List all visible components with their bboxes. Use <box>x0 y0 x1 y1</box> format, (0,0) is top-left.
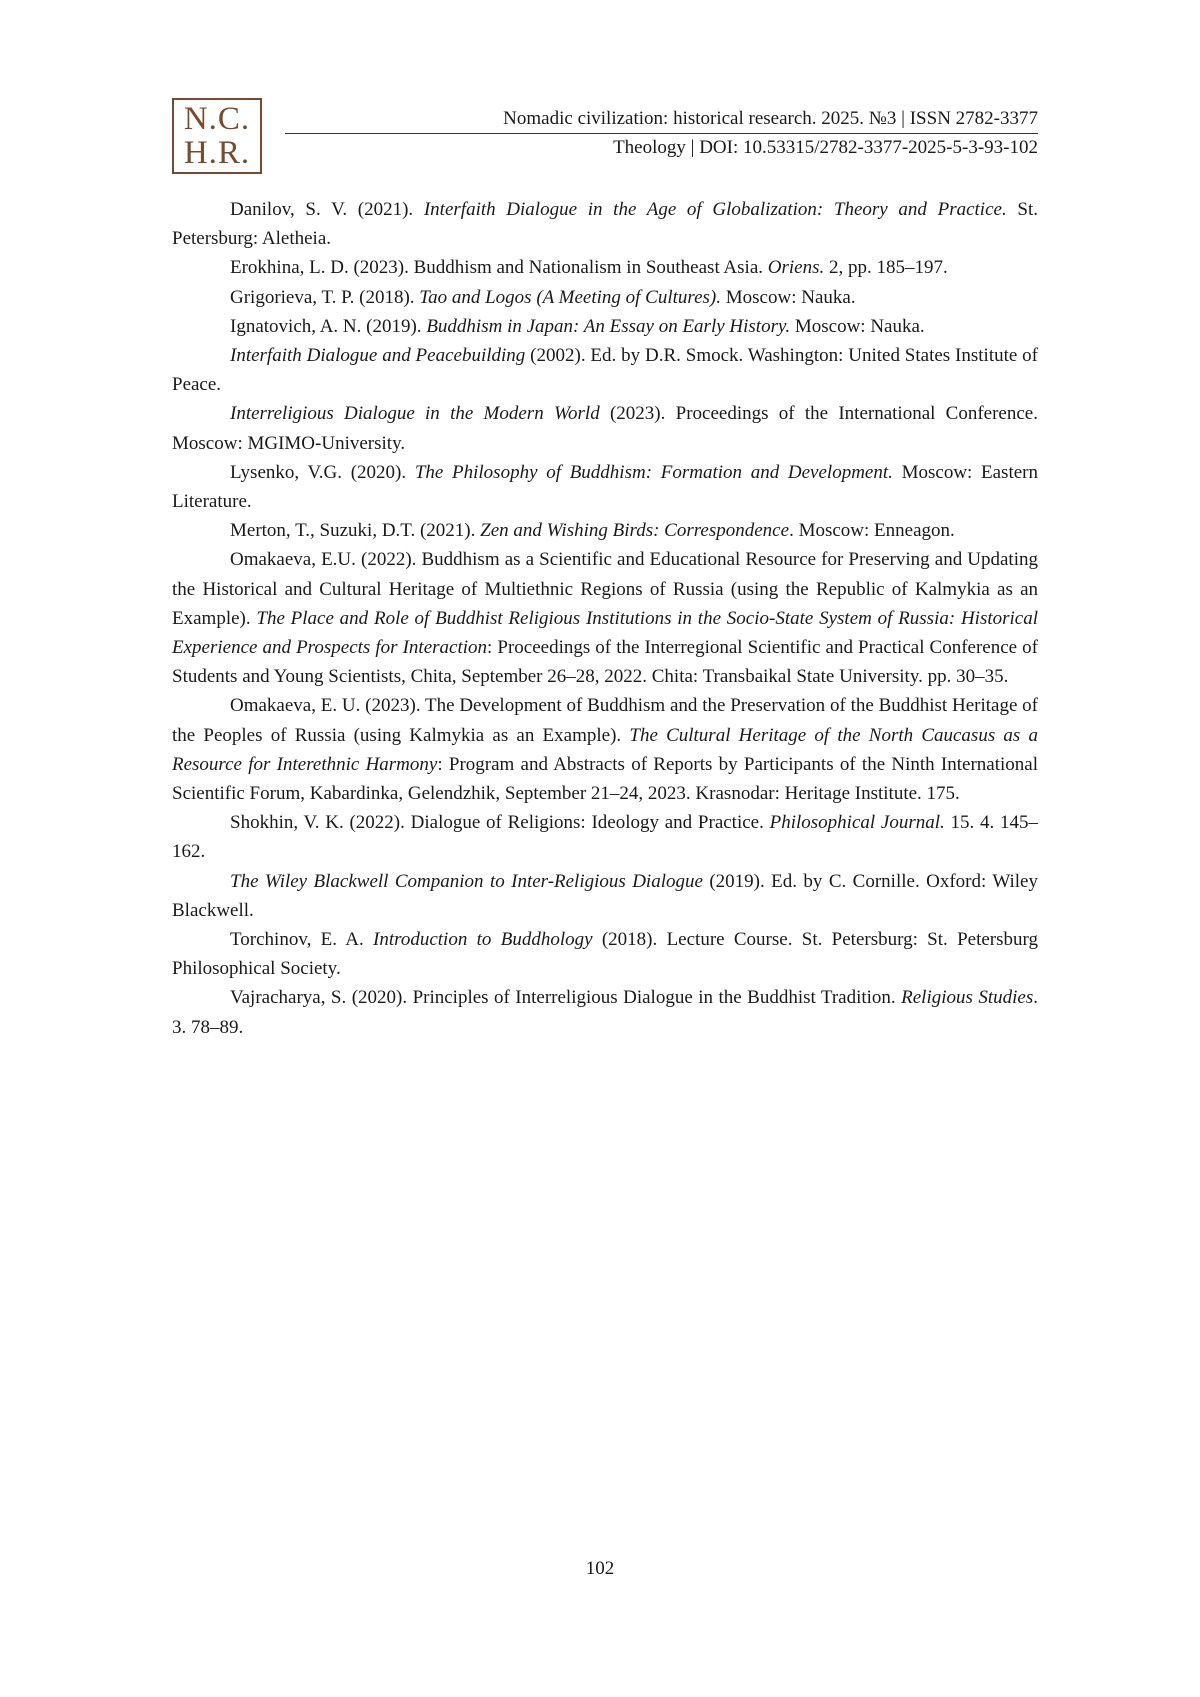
reference-title: Zen and Wishing Birds: Correspondence <box>480 520 790 542</box>
reference-title: Oriens. <box>767 257 825 279</box>
reference-item <box>172 516 1038 545</box>
reference-text: (2018). Lecture Course. St. Petersburg: St. Petersburg Philosophical Society. <box>172 929 1038 980</box>
reference-title: Religious Studies <box>901 987 1034 1009</box>
reference-item <box>172 195 1038 253</box>
reference-title: Interreligious Dialogue in the Modern World <box>230 403 600 425</box>
reference-item <box>172 399 1038 457</box>
reference-title: Interfaith Dialogue in the Age of Globalization: Theory and Practice. <box>423 199 1007 220</box>
reference-item <box>172 253 1038 282</box>
reference-text: 15. 4. 145–162. <box>172 812 1039 863</box>
reference-list <box>172 195 1038 1042</box>
reference-text: : Program and Abstracts of Reports by Participants of the Ninth International Scientific Forum, Kabardinka, Gelendzhik, September 21–24, 2023. Krasnodar: Heritage Institute. 175. <box>172 753 1038 805</box>
reference-title: Buddhism in Japan: An Essay on Early History. <box>426 315 791 337</box>
reference-text: Lysenko, V.G. (2020). <box>230 461 415 483</box>
reference-item <box>172 545 1038 691</box>
reference-item <box>172 808 1038 866</box>
reference-text: Moscow: Nauka. <box>721 286 856 308</box>
reference-title: Philosophical Journal. <box>769 812 945 834</box>
reference-title: Interfaith Dialogue and Peacebuilding <box>230 345 526 367</box>
reference-title: The Place and Role of Buddhist Religious Institutions in the Socio-State System of Russia: Historical Experience and Prospects for Interaction <box>172 607 1038 659</box>
reference-title: Tao and Logos (A Meeting of Cultures). <box>419 286 722 308</box>
running-header <box>285 107 1038 161</box>
reference-item <box>172 312 1038 341</box>
page-number: 102 <box>585 1558 615 1579</box>
reference-text: St. Petersburg: Aletheia. <box>172 199 1038 250</box>
reference-title: Introduction to Buddhology <box>373 929 593 951</box>
reference-title: The Cultural Heritage of the North Caucasus as a Resource for Interethnic Harmony <box>172 724 1039 775</box>
reference-item <box>172 458 1038 516</box>
reference-text: Shokhin, V. K. (2022). Dialogue of Religions: Ideology and Practice. <box>230 812 770 834</box>
logo-line-2: H.R. <box>183 135 251 171</box>
reference-text: . 3. 78–89. <box>172 987 1039 1038</box>
reference-text: Moscow: Nauka. <box>790 315 925 337</box>
reference-item <box>172 867 1038 925</box>
reference-title: The Philosophy of Buddhism: Formation and Development. <box>414 461 893 483</box>
header-doi-line: Theology | DOI: 10.53315/2782-3377-2025-5-3-93-102 <box>613 137 1038 158</box>
reference-item <box>172 341 1038 399</box>
reference-item <box>172 983 1038 1041</box>
reference-text: Omakaeva, E.U. (2022). Buddhism as a Scientific and Educational Resource for Preserving and Updating the Historical and Cultural Heritage of Multiethnic Regions of Russia (using the Republic of Kalmykia as an Example). <box>172 549 1038 629</box>
reference-text: (2002). Ed. by D.R. Smock. Washington: United States Institute of Peace. <box>172 345 1039 396</box>
reference-item <box>172 691 1038 808</box>
reference-text: . Moscow: Enneagon. <box>789 520 955 542</box>
reference-text: : Proceedings of the Interregional Scientific and Practical Conference of Students and Young Scientists, Chita, September 26–28, 2022. Chita: Transbaikal State University. pp. 30–35. <box>172 637 1038 688</box>
reference-text: Moscow: Eastern Literature. <box>172 461 1038 513</box>
logo-line-1: N.C. <box>183 101 251 137</box>
reference-text: Omakaeva, E. U. (2023). The Development of Buddhism and the Preservation of the Buddhist Heritage of the Peoples of Russia (using Kalmykia as an Example). <box>172 695 1038 746</box>
reference-text: (2023). Proceedings of the International Conference. Moscow: MGIMO-University. <box>172 403 1038 454</box>
reference-text: Danilov, S. V. (2021). <box>230 199 424 220</box>
reference-text: Torchinov, E. A. <box>230 929 374 951</box>
journal-logo <box>172 98 262 174</box>
reference-text: Ignatovich, A. N. (2019). <box>230 315 427 337</box>
reference-text: 2, pp. 185–197. <box>824 257 948 279</box>
reference-text: Vajracharya, S. (2020). Principles of Interreligious Dialogue in the Buddhist Tradition. <box>230 987 902 1009</box>
reference-text: Merton, T., Suzuki, D.T. (2021). <box>230 520 481 542</box>
reference-item <box>172 925 1038 983</box>
reference-item <box>172 283 1038 312</box>
reference-title: The Wiley Blackwell Companion to Inter-Religious Dialogue <box>230 870 703 892</box>
reference-text: (2019). Ed. by C. Cornille. Oxford: Wiley Blackwell. <box>172 870 1038 921</box>
reference-text: Erokhina, L. D. (2023). Buddhism and Nationalism in Southeast Asia. <box>230 257 768 279</box>
header-journal-line: Nomadic civilization: historical research. 2025. №3 | ISSN 2782-3377 <box>285 107 1038 134</box>
reference-text: Grigorieva, T. P. (2018). <box>230 286 420 308</box>
